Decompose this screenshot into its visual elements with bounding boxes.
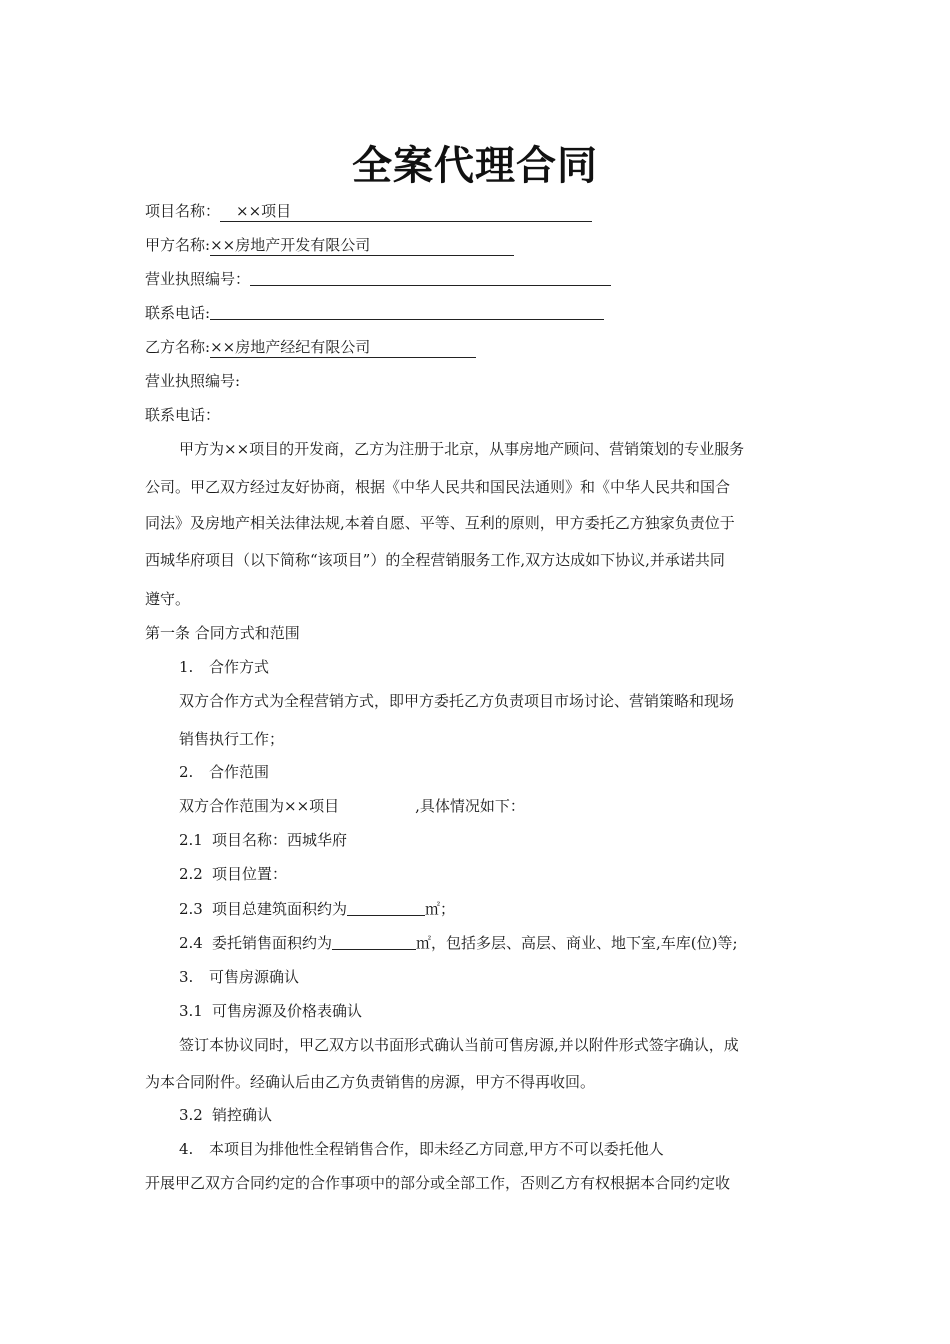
party-b-row bbox=[145, 336, 476, 358]
sale-area-blank bbox=[332, 933, 416, 950]
project-name-row bbox=[145, 200, 592, 222]
section-2-heading: 2. 合作范围 bbox=[179, 763, 270, 781]
intro-line: 公司。甲乙双方经过友好协商，根据《中华人民共和国民法通则》和《中华人民共和国合 bbox=[145, 478, 731, 496]
section-1-body: 双方合作方式为全程营销方式，即甲方委托乙方负责项目市场讨论、营销策略和现场 bbox=[179, 692, 735, 710]
area-blank bbox=[347, 899, 425, 916]
intro-line: 遵守。 bbox=[145, 590, 191, 608]
license-b-label: 营业执照编号: bbox=[145, 372, 241, 390]
intro-line: 甲方为××项目的开发商，乙方为注册于北京，从事房地产顾问、营销策划的专业服务 bbox=[179, 440, 745, 458]
section-1-body: 销售执行工作； bbox=[179, 730, 285, 748]
project-name-value: ××项目 bbox=[220, 201, 592, 222]
item-2-1: 2.1 项目名称：西城华府 bbox=[179, 831, 348, 849]
section-2-body: 双方合作范围为××项目 ,具体情况如下： bbox=[179, 797, 525, 815]
item-2-3: 2.3 项目总建筑面积约为 ㎡； bbox=[179, 900, 456, 918]
item-2-2: 2.2 项目位置： bbox=[179, 865, 288, 883]
party-a-label: 甲方名称: bbox=[145, 236, 211, 254]
party-a-row bbox=[145, 234, 514, 256]
article-heading: 第一条 合同方式和范围 bbox=[145, 624, 300, 642]
license-a-label: 营业执照编号： bbox=[145, 270, 251, 288]
section-1-heading: 1. 合作方式 bbox=[179, 658, 270, 676]
party-a-value: ××房地产开发有限公司 bbox=[210, 235, 514, 256]
phone-a-blank bbox=[210, 303, 604, 320]
license-b-row bbox=[145, 370, 240, 392]
license-a-blank bbox=[250, 269, 611, 286]
section-3-1-body: 为本合同附件。经确认后由乙方负责销售的房源，甲方不得再收回。 bbox=[145, 1073, 596, 1091]
phone-a-label: 联系电话: bbox=[145, 304, 211, 322]
item-3-2: 3.2 销控确认 bbox=[179, 1106, 273, 1124]
intro-line: 西城华府项目（以下简称“该项目”）的全程营销服务工作,双方达成如下协议,并承诺共同 bbox=[145, 551, 725, 569]
phone-b-row bbox=[145, 404, 220, 426]
section-3-heading: 3. 可售房源确认 bbox=[179, 968, 300, 986]
item-2-4: 2.4 委托销售面积约为 ㎡，包括多层、高层、商业、地下室,车库(位)等; bbox=[179, 934, 738, 952]
phone-b-label: 联系电话： bbox=[145, 406, 221, 424]
page-title: 全案代理合同 bbox=[352, 143, 598, 189]
project-name-label: 项目名称： bbox=[145, 202, 221, 220]
section-4-heading: 4. 本项目为排他性全程销售合作，即未经乙方同意,甲方不可以委托他人 bbox=[179, 1140, 664, 1158]
section-4-body: 开展甲乙双方合同约定的合作事项中的部分或全部工作，否则乙方有权根据本合同约定收 bbox=[145, 1174, 731, 1192]
phone-a-row bbox=[145, 302, 604, 324]
intro-line: 同法》及房地产相关法律法规,本着自愿、平等、互利的原则，甲方委托乙方独家负责位于 bbox=[145, 514, 735, 532]
party-b-value: ××房地产经纪有限公司 bbox=[210, 337, 476, 358]
license-a-row bbox=[145, 268, 611, 290]
section-3-1-body: 签订本协议同时，甲乙双方以书面形式确认当前可售房源,并以附件形式签字确认，成 bbox=[179, 1036, 739, 1054]
item-3-1: 3.1 可售房源及价格表确认 bbox=[179, 1002, 363, 1020]
party-b-label: 乙方名称: bbox=[145, 338, 211, 356]
